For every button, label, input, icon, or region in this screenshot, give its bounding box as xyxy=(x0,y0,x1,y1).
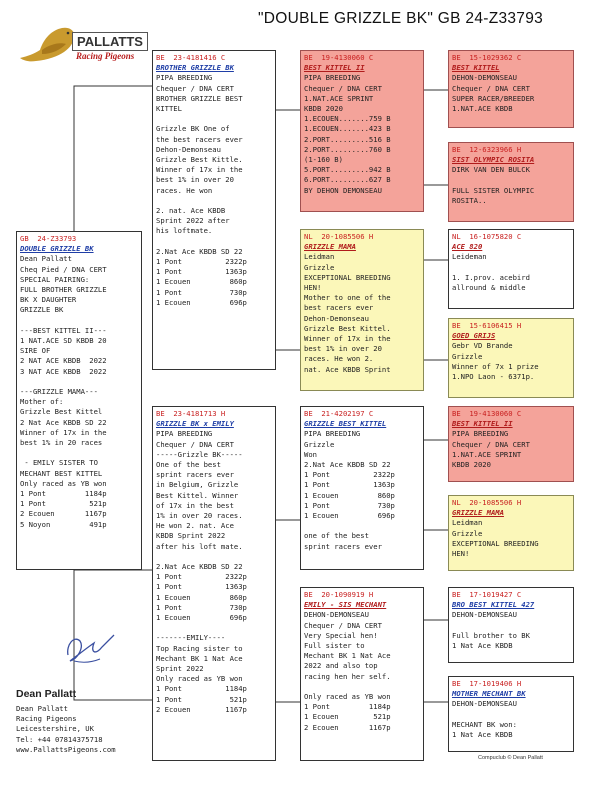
card-text-line: 1 Nat Ace KBDB xyxy=(452,641,513,650)
sire-card xyxy=(152,50,276,370)
card-text-line: Dehon-Demonseau xyxy=(304,313,369,323)
ring-number: 17-1019427 C xyxy=(469,590,522,599)
card-text-line: 1 Pont 1184p xyxy=(20,489,107,499)
ring-number: 20-1085506 H xyxy=(321,232,374,241)
country-code: BE xyxy=(156,53,165,62)
card-text-line: HEN! xyxy=(452,549,470,559)
bird-name: SIST OLYMPIC ROSITA xyxy=(452,155,535,165)
ring-number: 23-4181713 H xyxy=(173,409,226,418)
breeder-line: Tel: +44 07814375718 xyxy=(16,734,103,744)
card-text-line: Only raced as YB won xyxy=(156,674,243,684)
card-text-line: MECHANT BK won: xyxy=(452,719,517,729)
card-text-line: Grizzle Best Kittel xyxy=(20,407,103,417)
card-text-line: his loftmate. xyxy=(156,226,213,236)
card-text-line: Winner of 17x in the xyxy=(304,334,391,344)
card-text-line: ---GRIZZLE MAMA--- xyxy=(20,387,98,397)
card-text-line: racing hen her self. xyxy=(304,671,391,681)
card-text-line: 1 Pont 2322p xyxy=(156,572,247,582)
breeder-line: Dean Pallatt xyxy=(16,704,68,713)
logo-name: PALLATTS xyxy=(72,32,148,51)
card-text-line: allround & middle xyxy=(452,283,526,292)
card-text-line xyxy=(304,521,420,531)
card-text-line: DEHON-DEMONSEAU xyxy=(452,610,517,620)
country-code: BE xyxy=(452,679,461,688)
card-text-line: Winner of 17x in the xyxy=(156,165,243,175)
card-text-line: -------EMILY---- xyxy=(156,633,226,643)
card-text-line: Chequer / DNA CERT xyxy=(156,439,234,449)
card-text-line: 1.NPO Laon - 6371p. xyxy=(452,372,535,382)
card-text-line xyxy=(156,196,272,206)
ring-number: 19-4130060 C xyxy=(321,53,374,62)
card-text-line: FULL BROTHER GRIZZLE xyxy=(20,285,107,295)
breeder-line: www.PallattsPigeons.com xyxy=(16,744,116,754)
ring-number: 20-1085506 H xyxy=(469,498,522,507)
sire-sire-sire-card xyxy=(448,50,574,128)
card-text-line: 1 Ecouen 696p xyxy=(156,613,247,623)
card-text-line: 2 Ecouen 1167p xyxy=(304,722,391,732)
card-text-line: PIPA BREEDING xyxy=(304,73,361,83)
card-text-line: 1.NAT.ACE SPRINT xyxy=(452,449,522,459)
bird-name: BEST KITTEL xyxy=(452,63,500,73)
card-text-line: in Belgium, Grizzle xyxy=(156,480,239,490)
card-text-line xyxy=(20,377,138,387)
card-text-line: - EMILY SISTER TO xyxy=(20,458,98,468)
card-text-line: 1 Pont 2322p xyxy=(304,470,395,480)
card-text-line: DIRK VAN DEN BULCK xyxy=(452,165,530,175)
signature xyxy=(60,625,120,669)
card-text-line: MECHANT BEST KITTEL xyxy=(20,468,103,478)
card-text-line: 2 Nat Ace KBDB SD 22 xyxy=(20,417,107,427)
card-text-line: ROSITA.. xyxy=(452,196,487,205)
card-text-line: 1 Pont 1184p xyxy=(156,684,247,694)
card-text-line: GRIZZLE BK xyxy=(20,305,64,315)
sire-dam-sire-card xyxy=(448,229,574,309)
card-text-line: Sprint 2022 after xyxy=(156,216,230,226)
card-text-line: 2.Nat Ace KBDB SD 22 xyxy=(156,562,243,572)
bird-name: DOUBLE GRIZZLE BK xyxy=(20,244,94,254)
card-text-line: 1. I.prov. acebird xyxy=(452,272,530,282)
card-text-line: Grizzle xyxy=(304,439,335,449)
card-text-line: 1 Pont 2322p xyxy=(156,257,247,267)
bird-name: MOTHER MECHANT BK xyxy=(452,689,526,699)
card-text-line: best 1% in over 20 xyxy=(304,344,382,354)
card-text-line: SUPER RACER/BREEDER xyxy=(452,93,535,103)
card-text-line: Dehon-Demonseau xyxy=(156,144,221,154)
card-text-line: PIPA BREEDING xyxy=(304,429,361,439)
breeder-line: Leicestershire, UK xyxy=(16,724,94,734)
card-text-line: 1 Pont 730p xyxy=(304,500,395,510)
card-text-line: SIRE OF xyxy=(20,346,51,356)
breeder-contact xyxy=(16,704,116,755)
card-text-line: Mother to one of the xyxy=(304,293,391,303)
card-text-line: 1 Pont 521p xyxy=(156,694,247,704)
card-text-line xyxy=(452,710,570,720)
card-text-line: of 17x in the best xyxy=(156,500,234,510)
country-code: BE xyxy=(304,409,313,418)
card-text-line: 1 Pont 1363p xyxy=(304,480,395,490)
card-text-line: 1 Ecouen 696p xyxy=(304,511,395,521)
ring-number: 20-1090919 H xyxy=(321,590,374,599)
card-text-line: 1 Pont 1363p xyxy=(156,582,247,592)
ring-number: 21-4202197 C xyxy=(321,409,374,418)
card-text-line: FULL SISTER OLYMPIC xyxy=(452,185,535,195)
card-text-line xyxy=(304,682,420,692)
card-text-line: 1 Nat Ace KBDB xyxy=(452,730,513,739)
card-text-line: BROTHER GRIZZLE BEST xyxy=(156,93,243,103)
card-text-line: 1 Pont 521p xyxy=(20,499,107,509)
card-text-line: Cheq Pied / DNA CERT xyxy=(20,264,107,274)
card-text-line: Leideman xyxy=(452,252,487,262)
card-text-line: 2022 and also top xyxy=(304,661,378,671)
card-text-line: 5 Noyon 491p xyxy=(20,519,107,529)
country-code: BE xyxy=(452,409,461,418)
card-text-line: Only raced as YB won xyxy=(20,478,107,488)
bird-name: GRIZZLE MAMA xyxy=(452,508,504,518)
subject-card xyxy=(16,231,142,570)
card-text-line: Chequer / DNA CERT xyxy=(452,83,530,93)
card-text-line: 1 Ecouen 860p xyxy=(156,592,247,602)
card-text-line: Best Kittel. Winner xyxy=(156,490,239,500)
card-text-line: 3 NAT ACE KBDB 2022 xyxy=(20,366,107,376)
card-text-line: races. He won xyxy=(156,185,213,195)
card-text-line: 2 NAT ACE KBDB 2022 xyxy=(20,356,107,366)
card-text-line: Chequer / DNA CERT xyxy=(304,83,382,93)
card-text-line: 2.Nat Ace KBDB SD 22 xyxy=(304,460,391,470)
card-text-line: 1 Ecouen 696p xyxy=(156,297,247,307)
country-code: GB xyxy=(20,234,29,243)
bird-name: GOED GRIJS xyxy=(452,331,496,341)
country-code: BE xyxy=(304,590,313,599)
ring-number: 12-6323966 H xyxy=(469,145,522,154)
card-text-line: best 1% in 20 races xyxy=(20,438,103,448)
bird-name: BEST KITTEL II xyxy=(304,63,365,73)
country-code: NL xyxy=(452,232,461,241)
card-text-line: Grizzle xyxy=(304,262,335,272)
breeder-line: Racing Pigeons xyxy=(16,714,77,724)
card-text-line: EXCEPTIONAL BREEDING xyxy=(304,272,391,282)
card-text-line: SPECIAL PAIRING: xyxy=(20,274,90,284)
sire-dam-card xyxy=(300,229,424,391)
card-text-line: DEHON-DEMONSEAU xyxy=(452,73,517,83)
card-text-line: after his loft mate. xyxy=(156,541,243,551)
card-text-line: 1 Pont 730p xyxy=(156,602,247,612)
card-text-line: PIPA BREEDING xyxy=(156,429,213,439)
card-text-line xyxy=(20,316,138,326)
card-text-line: Top Racing sister to xyxy=(156,643,243,653)
card-text-line: Won xyxy=(304,449,317,459)
country-code: BE xyxy=(452,321,461,330)
card-text-line: 1.ECOUEN.......423 B xyxy=(304,124,391,134)
card-text-line: Gebr VD Brande xyxy=(452,341,513,351)
card-text-line: 1.ECOUEN.......759 B xyxy=(304,114,391,124)
dam-sire-sire-card xyxy=(448,406,574,482)
card-text-line: sprint racers ever xyxy=(304,541,382,551)
card-text-line: ---BEST KITTEL II--- xyxy=(20,325,107,335)
card-text-line: 1% in over 20 races. xyxy=(156,511,243,521)
ring-number: 15-6106415 H xyxy=(469,321,522,330)
country-code: BE xyxy=(156,409,165,418)
card-text-line: best racers ever xyxy=(304,303,374,313)
card-text-line: -----Grizzle BK----- xyxy=(156,449,243,459)
card-text-line: KBDB 2020 xyxy=(452,460,491,470)
card-text-line: He won 2. nat. Ace xyxy=(156,521,234,531)
card-text-line: Dean Pallatt xyxy=(20,254,72,264)
card-text-line: BK X DAUGHTER xyxy=(20,295,77,305)
ring-number: 16-1075820 C xyxy=(469,232,522,241)
country-code: BE xyxy=(452,145,461,154)
card-text-line xyxy=(156,552,272,562)
card-text-line: 6.PORT.........627 B xyxy=(304,175,391,185)
card-text-line: DEHON-DEMONSEAU xyxy=(452,699,517,709)
card-text-line: Chequer / DNA CERT xyxy=(156,83,234,93)
card-text-line: Mother of: xyxy=(20,397,64,407)
card-text-line: Grizzle xyxy=(452,528,483,538)
country-code: NL xyxy=(304,232,313,241)
card-text-line: Winner of 7x 1 prize xyxy=(452,361,539,371)
card-text-line: Mechant BK 1 Nat Ace xyxy=(304,651,391,661)
bird-name: BROTHER GRIZZLE BK xyxy=(156,63,234,73)
card-text-line: KITTEL xyxy=(156,104,182,114)
dam-dam-dam-card xyxy=(448,676,574,752)
card-text-line: KBDB 2020 xyxy=(304,104,343,114)
card-text-line: Only raced as YB won xyxy=(304,692,391,702)
card-text-line: Sprint 2022 xyxy=(156,664,204,674)
ring-number: 19-4130060 C xyxy=(469,409,522,418)
card-text-line: 2.Nat Ace KBDB SD 22 xyxy=(156,246,243,256)
card-text-line: races. He won 2. xyxy=(304,354,374,364)
ring-number: 17-1019406 H xyxy=(469,679,522,688)
card-text-line: (1-160 B) xyxy=(304,155,343,165)
card-text-line: best 1% in over 20 xyxy=(156,175,234,185)
card-text-line xyxy=(156,623,272,633)
card-text-line: 2. nat. Ace KBDB xyxy=(156,206,226,216)
card-text-line: 1 Pont 730p xyxy=(156,287,247,297)
bird-name: ACE 820 xyxy=(452,242,483,252)
card-text-line: Leidman xyxy=(304,252,335,262)
card-text-line: DEHON-DEMONSEAU xyxy=(304,610,369,620)
bird-name: GRIZZLE MAMA xyxy=(304,242,356,252)
sire-sire-dam-card xyxy=(448,142,574,222)
card-text-line: 1 NAT.ACE SD KBDB 20 xyxy=(20,336,107,346)
bird-name: EMILY - SIS MECHANT xyxy=(304,600,387,610)
card-text-line: 1 Pont 1184p xyxy=(304,702,391,712)
card-text-line: HEN! xyxy=(304,283,322,293)
card-text-line: Grizzle BK One of xyxy=(156,124,230,134)
card-text-line: Chequer / DNA CERT xyxy=(452,439,530,449)
card-text-line: Grizzle xyxy=(452,351,483,361)
card-text-line: Very Special hen! xyxy=(304,630,378,640)
dam-dam-card xyxy=(300,587,424,761)
card-text-line: sprint racers ever xyxy=(156,470,234,480)
country-code: BE xyxy=(304,53,313,62)
card-text-line: EXCEPTIONAL BREEDING xyxy=(452,538,539,548)
card-text-line: 2.PORT.........516 B xyxy=(304,134,391,144)
card-text-line: 1 Ecouen 860p xyxy=(156,277,247,287)
card-text-line: Winner of 17x in the xyxy=(20,427,107,437)
country-code: BE xyxy=(452,590,461,599)
bird-name: BEST KITTEL II xyxy=(452,419,513,429)
pedigree-title: "DOUBLE GRIZZLE BK" GB 24-Z33793 xyxy=(258,10,544,27)
card-text-line xyxy=(20,448,138,458)
bird-name: GRIZZLE BK x EMILY xyxy=(156,419,234,429)
card-text-line xyxy=(452,263,570,273)
card-text-line: 2 Ecouen 1167p xyxy=(20,509,107,519)
card-text-line: 1 Ecouen 860p xyxy=(304,490,395,500)
card-text-line: Grizzle Best Kittel. xyxy=(304,323,391,333)
card-text-line: 2.PORT.........760 B xyxy=(304,144,391,154)
card-text-line: 1 Pont 1363p xyxy=(156,267,247,277)
card-text-line: PIPA BREEDING xyxy=(452,429,509,439)
breeder-name: Dean Pallatt xyxy=(16,688,77,700)
card-text-line: Full brother to BK xyxy=(452,630,530,640)
card-text-line: Grizzle Best Kittle. xyxy=(156,155,243,165)
bird-name: BRO BEST KITTEL 427 xyxy=(452,600,535,610)
country-code: BE xyxy=(452,53,461,62)
ring-number: 15-1029362 C xyxy=(469,53,522,62)
logo-tagline: Racing Pigeons xyxy=(76,51,135,61)
card-text-line: 1 Ecouen 521p xyxy=(304,712,391,722)
dam-card xyxy=(152,406,276,761)
sire-dam-dam-card xyxy=(448,318,574,398)
bird-name: GRIZZLE BEST KITTEL xyxy=(304,419,387,429)
card-text-line: Leidman xyxy=(452,518,483,528)
dam-sire-card xyxy=(300,406,424,570)
card-text-line: Mechant BK 1 Nat Ace xyxy=(156,653,243,663)
country-code: NL xyxy=(452,498,461,507)
card-text-line: One of the best xyxy=(156,460,221,470)
ring-number: 24-Z33793 xyxy=(37,234,77,243)
card-text-line: Chequer / DNA CERT xyxy=(304,620,382,630)
card-text-line xyxy=(452,621,570,631)
card-text-line: 2 Ecouen 1167p xyxy=(156,704,247,714)
card-text-line: the best racers ever xyxy=(156,134,243,144)
sire-sire-card xyxy=(300,50,424,212)
card-text-line: KBDB Sprint 2022 xyxy=(156,531,226,541)
ring-number: 23-4181416 C xyxy=(173,53,226,62)
card-text-line: PIPA BREEDING xyxy=(156,73,213,83)
dam-sire-dam-card xyxy=(448,495,574,571)
dam-dam-sire-card xyxy=(448,587,574,663)
card-text-line: one of the best xyxy=(304,531,369,541)
card-text-line: 1.NAT.ACE SPRINT xyxy=(304,93,374,103)
card-text-line: 5.PORT.........942 B xyxy=(304,165,391,175)
card-text-line: 1.NAT.ACE KBDB xyxy=(452,104,513,114)
card-text-line: BY DEHON DEMONSEAU xyxy=(304,185,382,195)
card-text-line: nat. Ace KBDB Sprint xyxy=(304,364,391,374)
card-text-line xyxy=(452,176,570,186)
card-text-line: Full sister to xyxy=(304,641,365,651)
card-text-line xyxy=(156,114,272,124)
card-text-line xyxy=(156,237,272,247)
footer-note: Compuclub © Dean Pallatt xyxy=(478,755,543,761)
